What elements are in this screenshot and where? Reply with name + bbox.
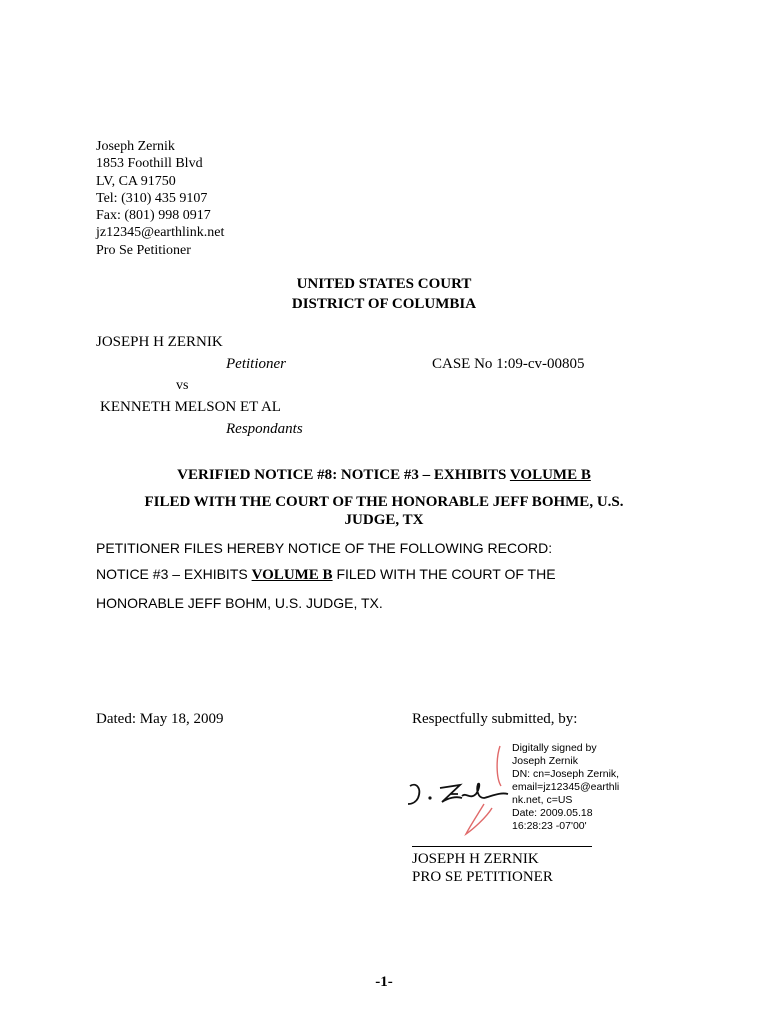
digital-signature-line: nk.net, c=US (512, 794, 573, 806)
address-line: 1853 Foothill Blvd (96, 156, 203, 172)
signature-line (412, 846, 592, 847)
court-district: DISTRICT OF COLUMBIA (291, 296, 477, 312)
address-line: Fax: (801) 998 0917 (96, 208, 211, 224)
body-line-2 (96, 566, 556, 584)
versus-label: vs (176, 378, 189, 393)
digital-signature-line: Joseph Zernik (512, 755, 578, 767)
digital-signature-line: Digitally signed by (512, 742, 597, 754)
digital-signature-line: Date: 2009.05.18 (512, 807, 593, 819)
title-notice-number: VERIFIED NOTICE #8 (177, 467, 333, 483)
document-title (0, 467, 768, 484)
respondent-name: KENNETH MELSON ET AL (100, 399, 281, 415)
title-volume: VOLUME B (509, 467, 591, 483)
title-notice-desc: : NOTICE #3 – EXHIBITS (332, 467, 510, 483)
digital-signature-line: DN: cn=Joseph Zernik, (512, 768, 620, 780)
digital-signature-line: email=jz12345@earthli (512, 781, 620, 793)
digital-signature-line: 16:28:23 -07'00' (512, 820, 587, 832)
dated-line: Dated: May 18, 2009 (96, 711, 224, 727)
body-line-3: HONORABLE JEFF BOHM, U.S. JUDGE, TX. (96, 595, 383, 611)
address-line: jz12345@earthlink.net (96, 225, 225, 241)
handwritten-signature (400, 738, 512, 838)
address-line: Tel: (310) 435 9107 (96, 190, 208, 206)
address-line: Pro Se Petitioner (96, 242, 191, 258)
body-filed: FILED WITH THE COURT OF THE (332, 566, 556, 582)
petitioner-name: JOSEPH H ZERNIK (96, 334, 223, 350)
page-number: -1- (375, 974, 393, 990)
case-number: CASE No 1:09-cv-00805 (432, 356, 585, 372)
petitioner-role: Petitioner (226, 356, 286, 372)
submitted-line: Respectfully submitted, by: (412, 711, 578, 727)
digital-signature-block (512, 742, 619, 833)
title-line-2: FILED WITH THE COURT OF THE HONORABLE JEFF BOHME, U.S. (144, 494, 624, 510)
respondent-role: Respondants (226, 421, 303, 437)
body-volume: VOLUME B (251, 567, 333, 583)
address-line: Joseph Zernik (96, 139, 175, 154)
address-block (96, 138, 224, 259)
title-line-3: JUDGE, TX (344, 512, 424, 528)
body-notice: NOTICE #3 – EXHIBITS (96, 566, 252, 582)
address-line: LV, CA 91750 (96, 173, 176, 189)
signer-name: JOSEPH H ZERNIK (412, 851, 539, 867)
court-name: UNITED STATES COURT (296, 276, 472, 292)
signer-role: PRO SE PETITIONER (412, 869, 553, 885)
body-line-1: PETITIONER FILES HEREBY NOTICE OF THE FOLLOWING RECORD: (96, 540, 553, 556)
